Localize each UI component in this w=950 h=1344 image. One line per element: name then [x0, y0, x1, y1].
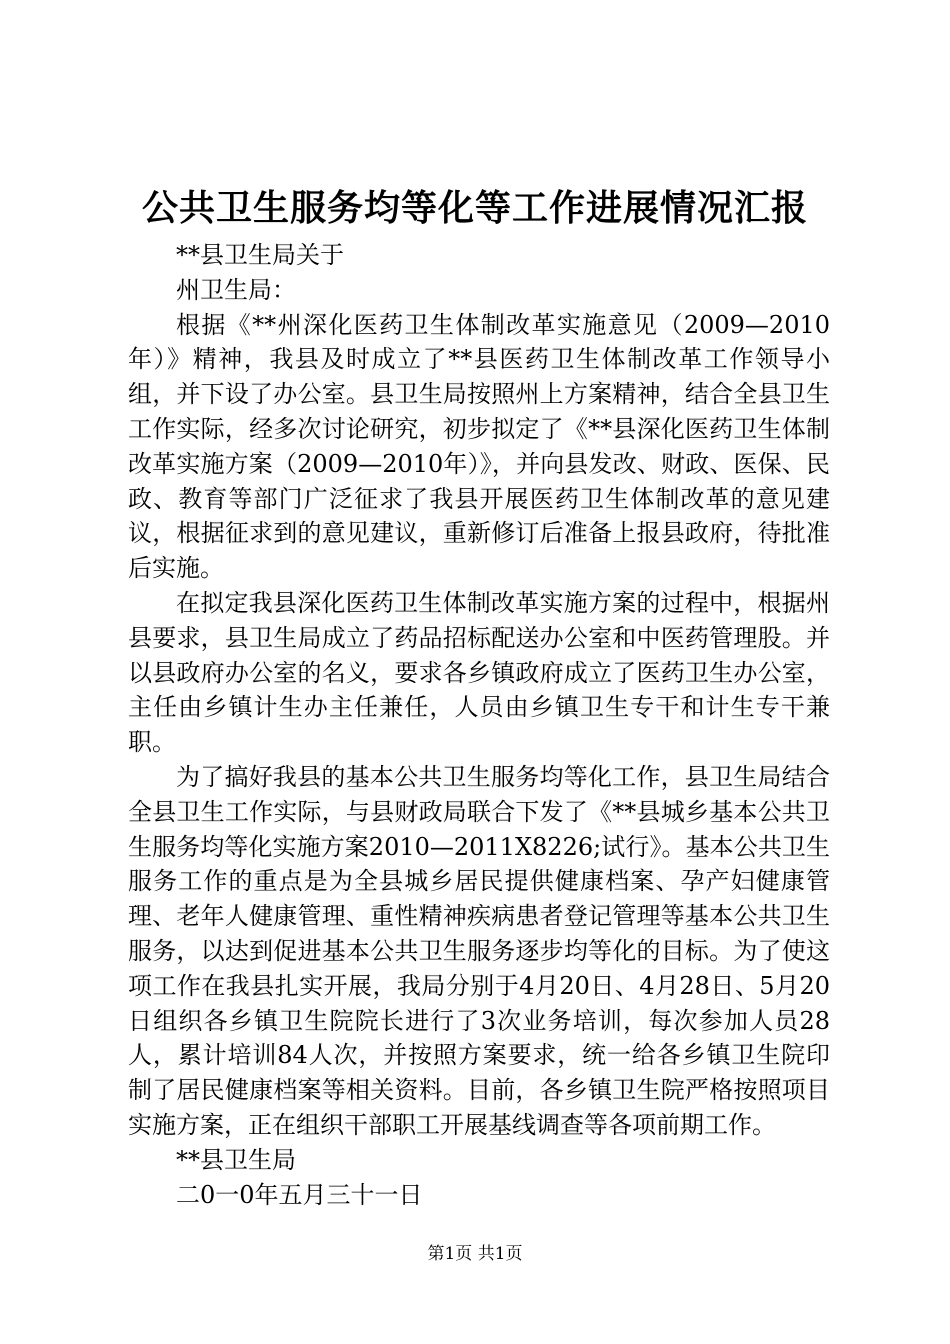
signature-org: **县卫生局	[176, 1145, 296, 1174]
signature-date: 二0一0年五月三十一日	[176, 1180, 423, 1209]
body-paragraph: 根据《**州深化医药卫生体制改革实施意见（2009—2010年）》精神，我县及时成立了**县医药卫生体制改革工作领导小组，并下设了办公室。县卫生局按照州上方案精神，结合全县卫生工作实际，经多次讨论研究，初步拟定了《**县深化医药卫生体制改革实施方案（2009—2010年）》，并向县发改、财政、医保、民政、教育等部门广泛征求了我县开展医药卫生体制改革的意见建议，根据征求到的意见建议，重新修订后准备上报县政府，待批准后实施。	[128, 310, 830, 583]
page-footer: 第1页 共1页	[427, 1244, 523, 1264]
document-body	[128, 238, 830, 1212]
intro-line: **县卫生局关于	[176, 241, 344, 269]
body-paragraph: 为了搞好我县的基本公共卫生服务均等化工作，县卫生局结合全县卫生工作实际，与县财政局联合下发了《**县城乡基本公共卫生服务均等化实施方案2010—2011X8226;试行》。基本公共卫生服务工作的重点是为全县城乡居民提供健康档案、孕产妇健康管理、老年人健康管理、重性精神疾病患者登记管理等基本公共卫生服务，以达到促进基本公共卫生服务逐步均等化的目标。为了使这项工作在我县扎实开展，我局分别于4月20日、4月28日、5月20日组织各乡镇卫生院院长进行了3次业务培训，每次参加人员28人，累计培训84人次，并按照方案要求，统一给各乡镇卫生院印制了居民健康档案等相关资料。目前，各乡镇卫生院严格按照项目实施方案，正在组织干部职工开展基线调查等各项前期工作。	[128, 762, 830, 1139]
body-paragraph: 在拟定我县深化医药卫生体制改革实施方案的过程中，根据州县要求，县卫生局成立了药品招标配送办公室和中医药管理股。并以县政府办公室的名义，要求各乡镇政府成立了医药卫生办公室，主任由乡镇计生办主任兼任，人员由乡镇卫生专干和计生专干兼职。	[128, 588, 830, 757]
salutation: 州卫生局：	[176, 275, 296, 304]
document-title: 公共卫生服务均等化等工作进展情况汇报	[141, 187, 808, 229]
